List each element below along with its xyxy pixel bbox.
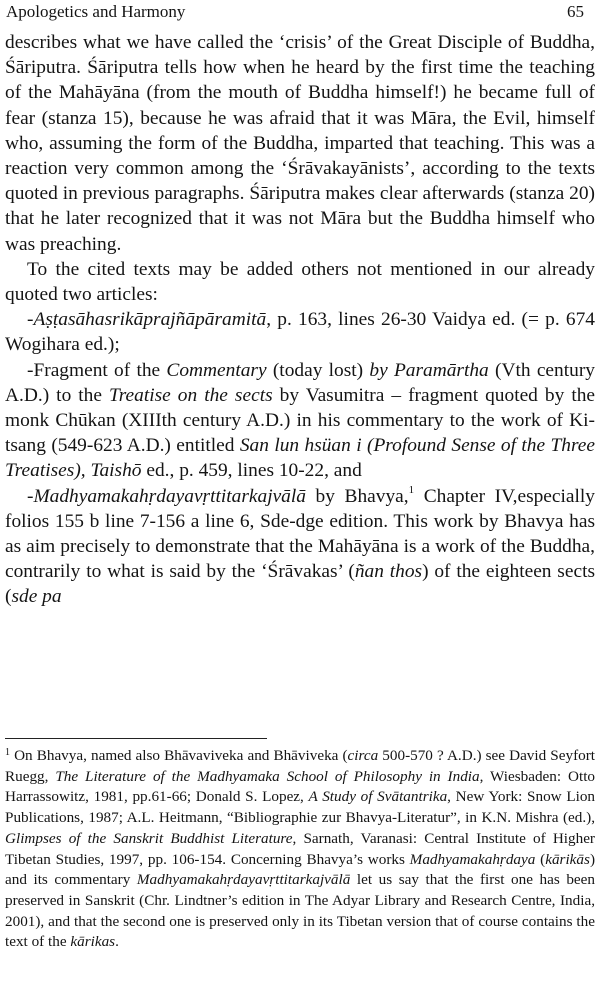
- footnote-separator: [5, 738, 267, 739]
- italic-span: San lun hsüan i (Profound Sense of the Three Treatises), Taishō: [5, 435, 596, 482]
- italic-span: Treatise on the sects: [109, 384, 273, 406]
- italic-span: sde pa: [11, 586, 62, 608]
- text-span: , New York: Snow Lion Publications, 1987; A.L. Heitmann, “Bibliographie zur Bhavya-Literatur”, in K.N. Mishra (ed.),: [5, 788, 596, 827]
- text-span: .: [115, 933, 119, 951]
- paragraph-cited-texts: To the cited texts may be added others not mentioned in our already quoted two articles:: [5, 258, 595, 306]
- italic-span: Madhyamakahṛdaya: [409, 850, 536, 868]
- footnote-mark: 1: [5, 747, 10, 758]
- citation-dash: -: [27, 309, 34, 331]
- footnote-text: [5, 746, 595, 953]
- text-span: (Vth century A.D.) to the: [5, 359, 595, 406]
- citation-madhyamakahrdaya: [5, 484, 595, 610]
- italic-span: Commentary: [166, 359, 267, 381]
- text-span: , Sarnath, Varanasi: Central Institute of Higher Tibetan Studies, 1997, pp. 106-154. Concerning Bhavya’s works: [5, 829, 595, 868]
- italic-span: Madhyamakahṛdayavṛttitarkajvālā: [136, 871, 351, 889]
- main-text: [5, 30, 595, 610]
- running-head: [6, 2, 592, 24]
- text-span: 500-570 ? A.D.) see David Seyfort Ruegg,: [5, 747, 595, 785]
- text-span: , Wiesbaden: Otto Harrassowitz, 1981, pp.61-66; Donald S. Lopez,: [5, 767, 596, 806]
- citation-title: Aṣṭasāhasrikāprajñāpāramitā: [33, 309, 267, 331]
- paragraph-sariputra-crisis: describes what we have called the ‘crisis’ of the Great Disciple of Buddha, Śāriputra. Śāriputra tells how when he heard by the first time the teaching of the Mahāyāna (from the mouth of Buddha himself!) he became full of fear (stanza 15), because he was afraid that it was Māra, the Evil, himself who, assuming the form of the Buddha, imparted that teaching. This was a reaction very common among the ‘Śrāvakayānists’, according to the texts quoted in previous paragraphs. Śāriputra makes clear afterwards (stanza 20) that he later recognized that it was not Māra but the Buddha himself who was preaching.: [5, 32, 595, 255]
- text-span: ) and its commentary: [5, 850, 595, 889]
- italic-span: by Paramārtha: [369, 359, 489, 381]
- text-span: by Bhavya,: [305, 485, 409, 507]
- italic-span: The Literature of the Madhyamaka School of Philosophy in India: [55, 767, 480, 785]
- citation-dash: -: [27, 485, 34, 507]
- text-span: -Fragment of the: [27, 359, 167, 381]
- italic-span: Glimpses of the Sanskrit Buddhist Literature: [5, 829, 293, 847]
- text-span: let us say that the first one has been preserved in Sanskrit (Chr. Lindtner’s edition in The Adyar Library and Research Centre, India, 2001), and that the second one is preserved only in its Tibetan version that of course contains the text of the: [5, 871, 595, 951]
- page-number: 65: [567, 2, 584, 21]
- text-span: ) of the eighteen sects (: [5, 561, 596, 608]
- italic-span: kārikās: [545, 850, 590, 868]
- text-span: Chapter IV,especially folios 155 b line 7-156 a line 6, Sde-dge edition. This work by Bhavya has as aim precisely to demonstrate that the Mahāyāna is a work of the Buddha, contrarily to what is said by the ‘Śrāvakas’ (: [5, 485, 595, 583]
- italic-span: A Study of Svātantrika: [308, 788, 448, 806]
- citation-details: , p. 163, lines 26-30 Vaidya ed. (= p. 674 Wogihara ed.);: [5, 309, 595, 356]
- citation-title: Madhyamakahṛdayavṛttitarkajvālā: [33, 485, 306, 507]
- italic-span: ñan thos: [354, 561, 423, 583]
- footnote-reference[interactable]: 1: [408, 483, 415, 496]
- footnote: [5, 746, 595, 953]
- text-span: On Bhavya, named also Bhāvaviveka and Bhāviveka (: [10, 747, 348, 764]
- text-span: (today lost): [266, 359, 370, 381]
- italic-span: circa: [347, 747, 379, 764]
- citation-paramartha-fragment: [5, 358, 595, 484]
- text-span: ed., p. 459, lines 10-22, and: [141, 460, 362, 482]
- text-span: (: [535, 850, 546, 868]
- text-span: by Vasumitra – fragment quoted by the monk Chūkan (XIIIth century A.D.) in his commentary to the work of Ki-tsang (549-623 A.D.) entitled: [5, 384, 596, 457]
- citation-astasahasrika: [5, 307, 595, 357]
- italic-span: kārikas: [70, 933, 116, 951]
- running-title: Apologetics and Harmony: [6, 2, 186, 21]
